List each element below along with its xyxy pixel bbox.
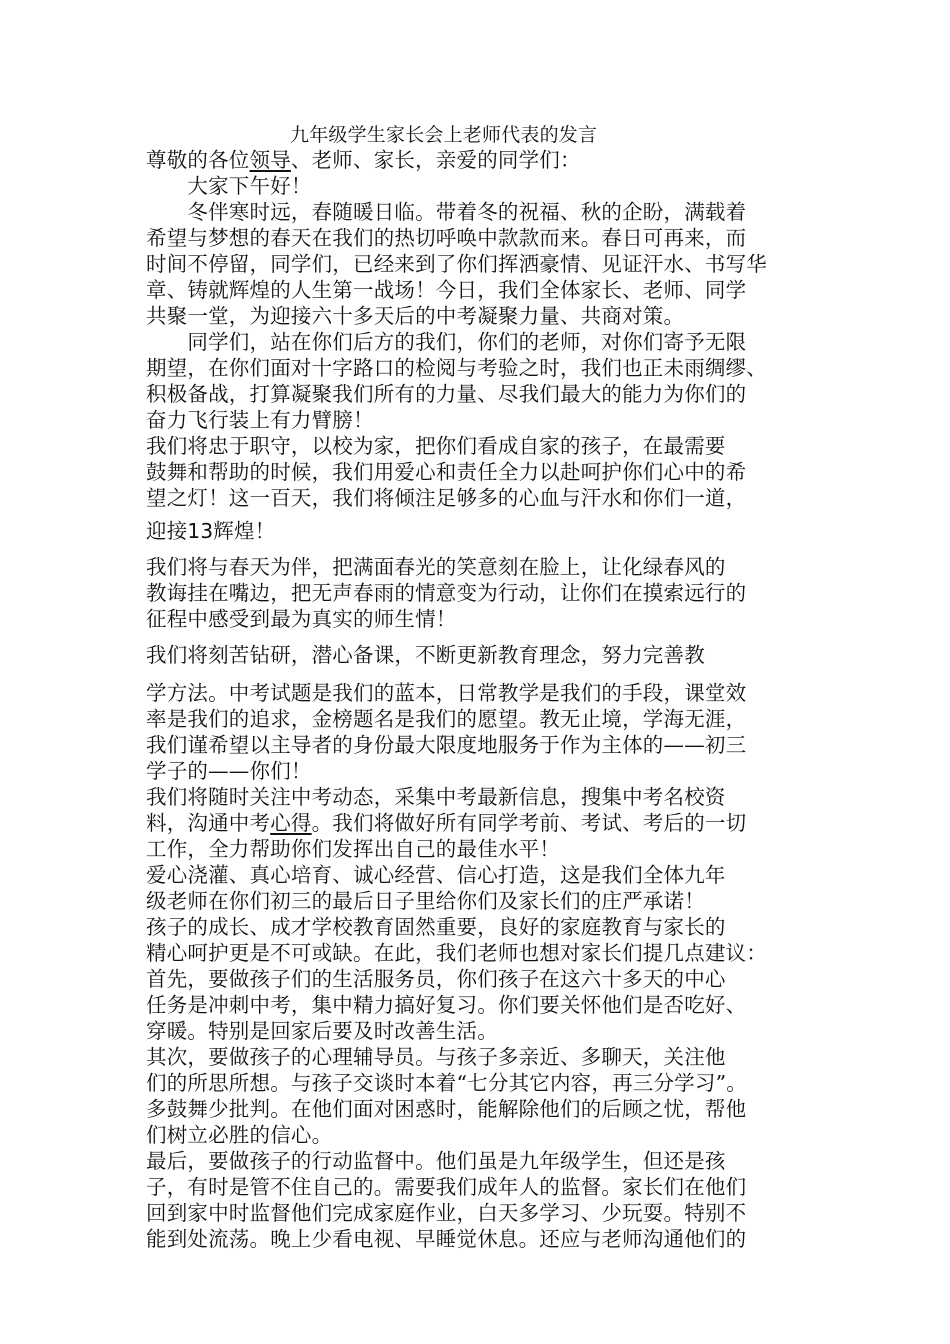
paragraph-line: 穿暖。特别是回家后要及时改善生活。 (146, 1019, 498, 1043)
paragraph-line: 精心呵护更是不可或缺。在此，我们老师也想对家长们提几点建议： (146, 941, 767, 965)
text-run: 、老师、家长，亲爱的同学们： (290, 148, 581, 172)
paragraph-line: 征程中感受到最为真实的师生情！ (146, 607, 457, 631)
paragraph-line: 子，有时是管不住自己的。需要我们成年人的监督。家长们在他们 (146, 1175, 747, 1199)
paragraph-line: 章、铸就辉煌的人生第一战场！今日，我们全体家长、老师、同学 (146, 278, 747, 302)
paragraph-line: 能到处流荡。晚上少看电视、早睡觉休息。还应与老师沟通他们的 (146, 1227, 747, 1251)
paragraph-line: 积极备战，打算凝聚我们所有的力量、尽我们最大的能力为你们的 (146, 382, 747, 406)
paragraph-line: 最后，要做孩子的行动监督中。他们虽是九年级学生，但还是孩 (146, 1149, 726, 1173)
paragraph-line: 级老师在你们初三的最后日子里给你们及家长们的庄严承诺！ (146, 889, 705, 913)
paragraph-line: 学方法。中考试题是我们的蓝本，日常教学是我们的手段，课堂效 (146, 681, 747, 705)
paragraph-line: 望之灯！这一百天，我们将倾注足够多的心血与汗水和你们一道， (146, 486, 747, 510)
paragraph-line: 共聚一堂，为迎接六十多天后的中考凝聚力量、共商对策。 (146, 304, 685, 328)
paragraph-line: 同学们，站在你们后方的我们，你们的老师，对你们寄予无限 (146, 330, 747, 354)
paragraph-line: 我们将刻苦钻研，潜心备课，不断更新教育理念，努力完善教 (146, 643, 705, 667)
paragraph-line: 我们谨希望以主导者的身份最大限度地服务于作为主体的——初三 (146, 733, 747, 757)
paragraph-line: 工作，全力帮助你们发挥出自己的最佳水平！ (146, 837, 560, 861)
paragraph-line: 其次，要做孩子的心理辅导员。与孩子多亲近、多聊天，关注他 (146, 1045, 726, 1069)
paragraph-line: 爱心浇灌、真心培育、诚心经营、信心打造，这是我们全体九年 (146, 863, 726, 887)
paragraph-line: 多鼓舞少批判。在他们面对困惑时，能解除他们的后顾之忧，帮他 (146, 1097, 747, 1121)
text-run: 辉煌！ (213, 519, 276, 543)
underlined-link[interactable]: 领导 (249, 148, 291, 172)
underlined-link[interactable]: 心得 (270, 811, 312, 835)
paragraph-line: 首先，要做孩子们的生活服务员，你们孩子在这六十多天的中心 (146, 967, 726, 991)
paragraph-line: 希望与梦想的春天在我们的热切呼唤中款款而来。春日可再来，而 (146, 226, 747, 250)
paragraph-line: 我们将与春天为伴，把满面春光的笑意刻在脸上，让化绿春风的 (146, 555, 726, 579)
paragraph-line: 冬伴寒时远，春随暖日临。带着冬的祝福、秋的企盼，满载着 (146, 200, 747, 224)
paragraph-line (146, 518, 275, 544)
text-run: 料，沟通中考 (146, 811, 271, 835)
paragraph-line (146, 147, 581, 173)
paragraph-line: 回到家中时监督他们完成家庭作业，白天多学习、少玩耍。特别不 (146, 1201, 747, 1225)
text-run: 迎接 (146, 519, 188, 543)
paragraph-line: 们树立必胜的信心。 (146, 1123, 333, 1147)
paragraph-line: 大家下午好！ (146, 174, 312, 198)
paragraph-line: 学子的——你们！ (146, 759, 312, 783)
document-title: 九年级学生家长会上老师代表的发言 (290, 124, 598, 146)
paragraph-line: 奋力飞行装上有力臂膀！ (146, 408, 374, 432)
paragraph-line: 率是我们的追求，金榜题名是我们的愿望。教无止境，学海无涯， (146, 707, 747, 731)
number-run: 13 (187, 519, 214, 543)
paragraph-line: 鼓舞和帮助的时候，我们用爱心和责任全力以赴呵护你们心中的希 (146, 460, 747, 484)
paragraph-line (146, 810, 746, 836)
text-run: 尊敬的各位 (146, 148, 250, 172)
paragraph-line: 们的所思所想。与孩子交谈时本着“七分其它内容，再三分学习”。 (146, 1071, 747, 1095)
text-run: 。我们将做好所有同学考前、考试、考后的一切 (311, 811, 747, 835)
paragraph-line: 时间不停留，同学们，已经来到了你们挥洒豪情、见证汗水、书写华 (146, 252, 767, 276)
paragraph-line: 我们将忠于职守，以校为家，把你们看成自家的孩子，在最需要 (146, 434, 726, 458)
paragraph-line: 教诲挂在嘴边，把无声春雨的情意变为行动，让你们在摸索远行的 (146, 581, 747, 605)
paragraph-line: 我们将随时关注中考动态，采集中考最新信息，搜集中考名校资 (146, 785, 726, 809)
paragraph-line: 期望，在你们面对十字路口的检阅与考验之时，我们也正未雨绸缪、 (146, 356, 767, 380)
paragraph-line: 孩子的成长、成才学校教育固然重要，良好的家庭教育与家长的 (146, 915, 726, 939)
paragraph-line: 任务是冲刺中考，集中精力搞好复习。你们要关怀他们是否吃好、 (146, 993, 747, 1017)
